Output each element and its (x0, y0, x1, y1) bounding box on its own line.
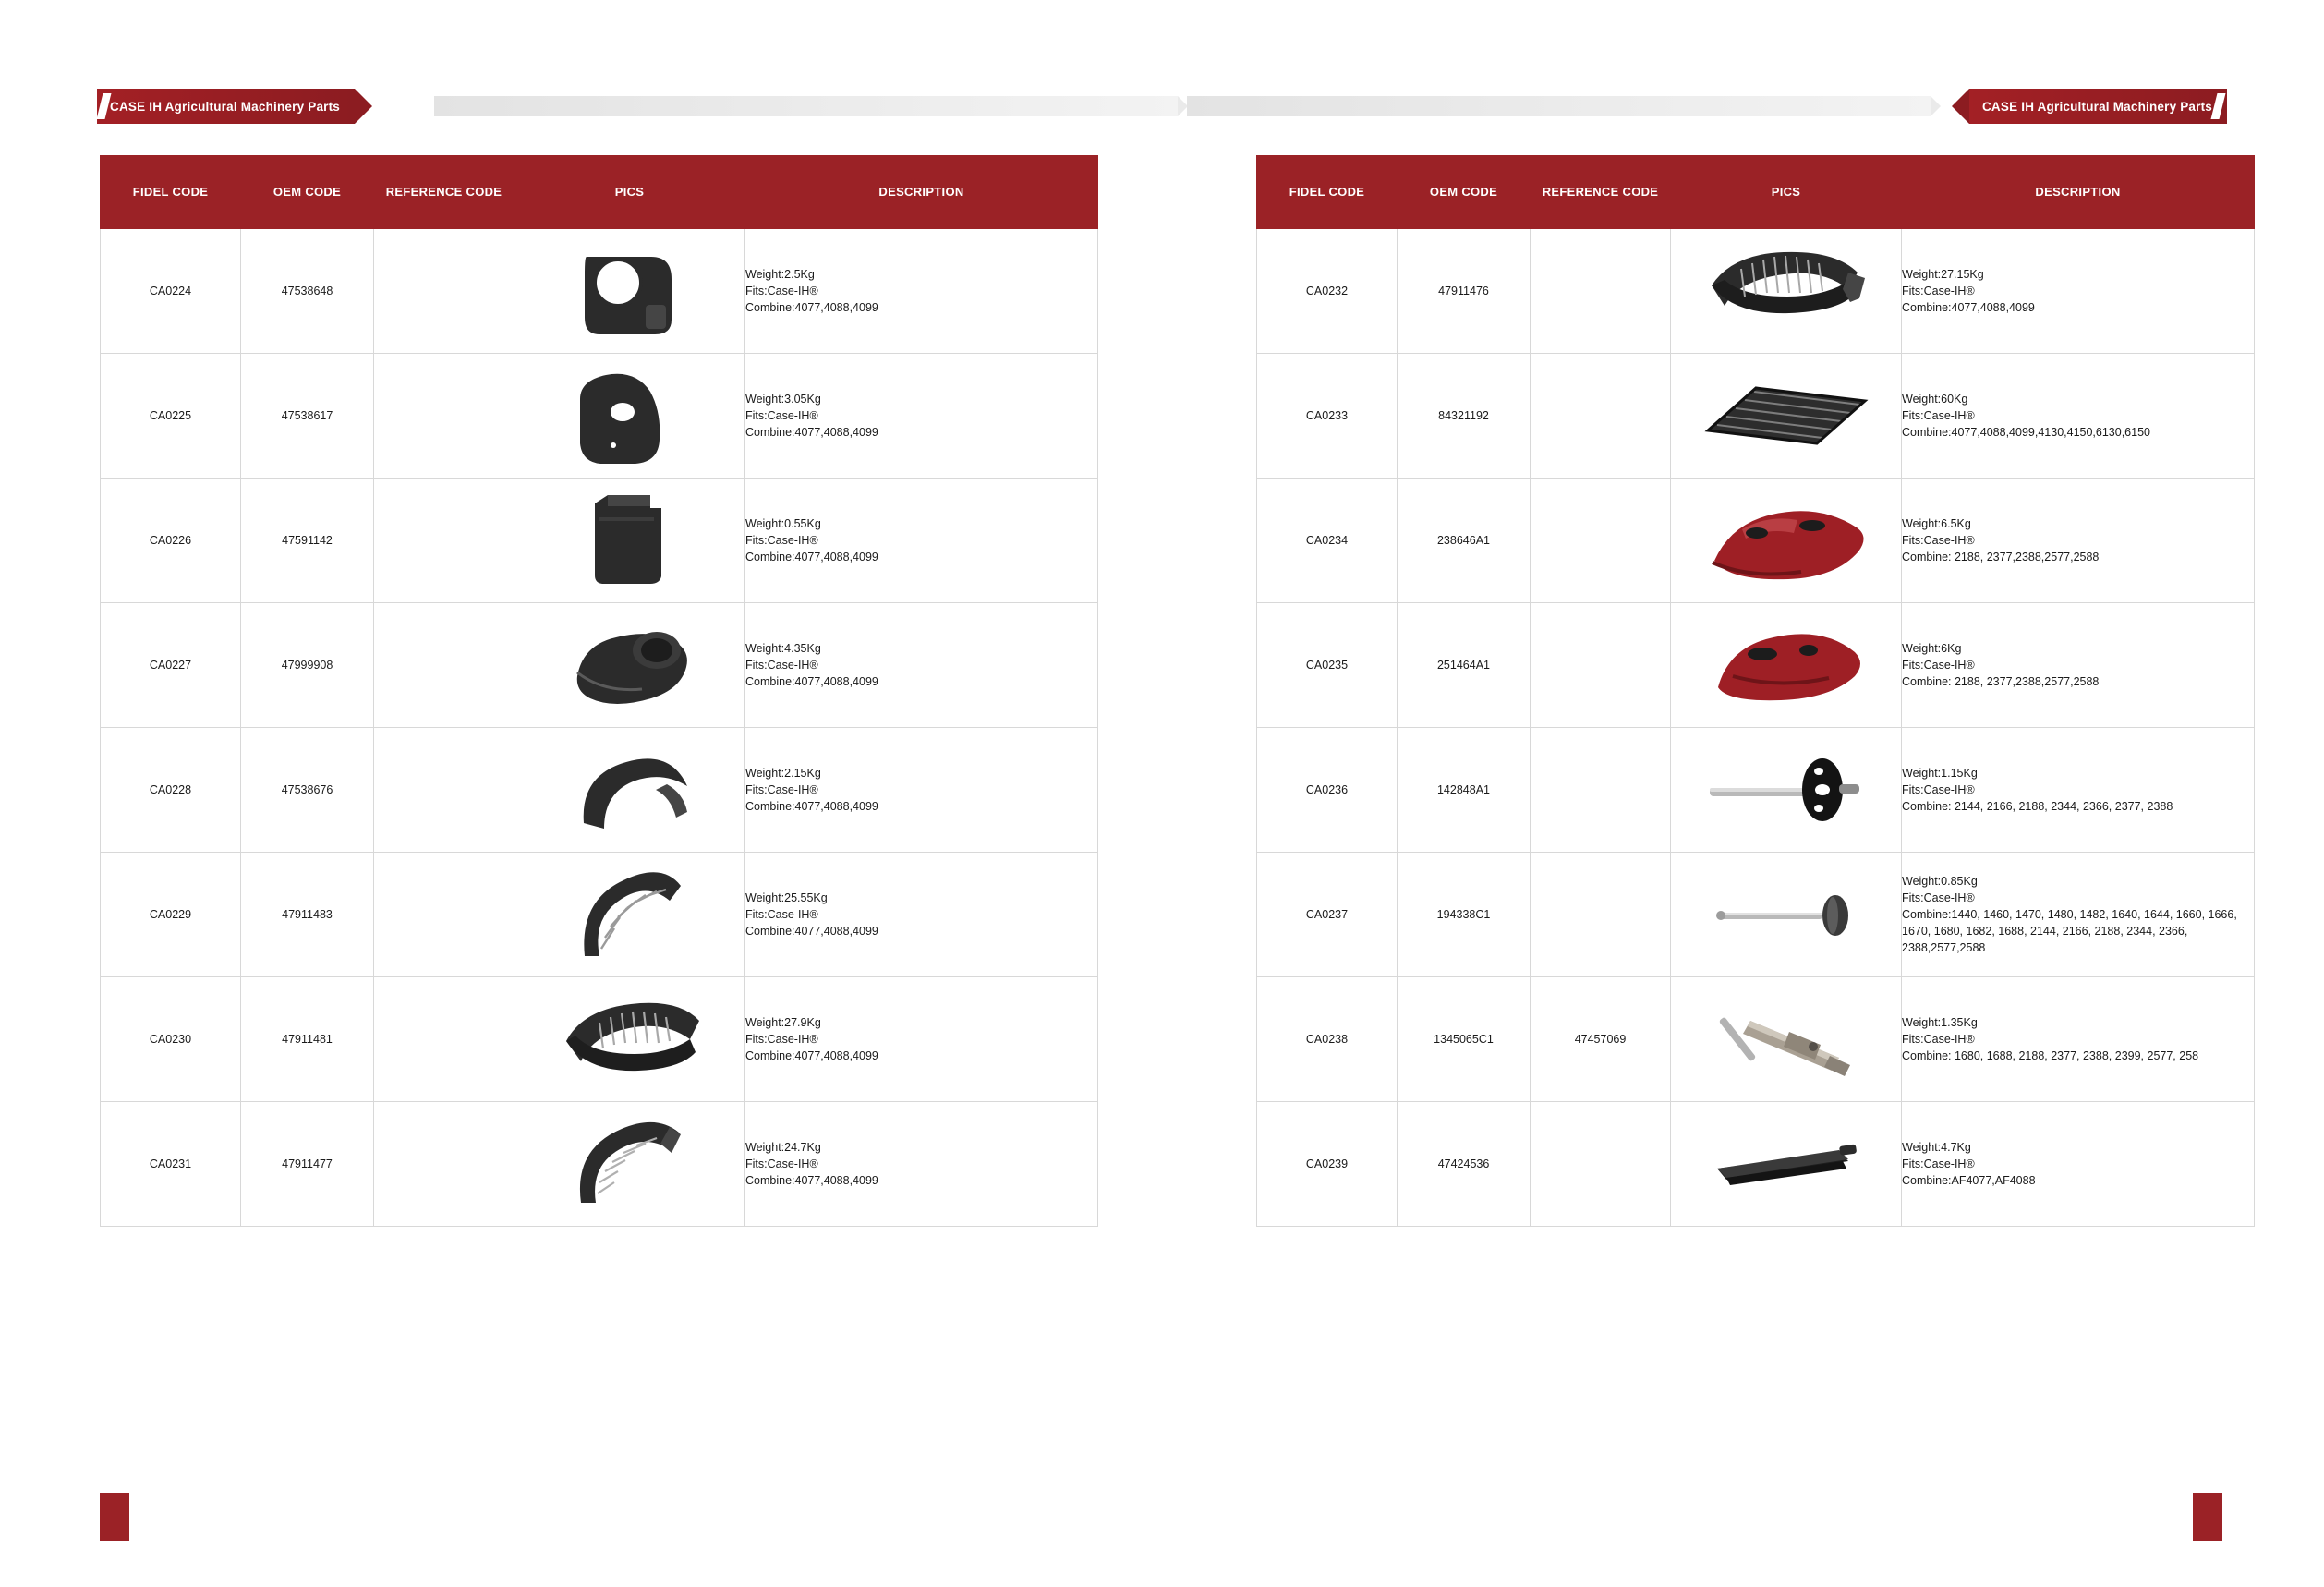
sieve-panel-rectangular-icon (1671, 360, 1901, 471)
table-header-row (101, 156, 1098, 229)
left-page-column (100, 155, 1098, 1227)
header-title-left: CASE IH Agricultural Machinery Parts (110, 99, 341, 114)
col-reference-code: REFERENCE CODE (374, 156, 514, 229)
col-oem-code: OEM CODE (241, 156, 374, 229)
col-description: DESCRIPTION (745, 156, 1098, 229)
cell-reference-code (374, 1102, 514, 1227)
cell-pic (514, 603, 745, 728)
cell-fidel-code: CA0238 (1257, 977, 1398, 1102)
cell-reference-code: 47457069 (1531, 977, 1671, 1102)
cell-pic (514, 354, 745, 479)
table-row (101, 728, 1098, 853)
cell-description: Weight:1.15Kg Fits:Case-IH® Combine: 2144, 2166, 2188, 2344, 2366, 2377, 2388 (1902, 728, 2255, 853)
cell-oem-code: 47999908 (241, 603, 374, 728)
cell-reference-code (1531, 853, 1671, 977)
table-row (1257, 229, 2255, 354)
cell-pic (514, 229, 745, 354)
cell-pic (514, 1102, 745, 1227)
red-curved-cover-a-icon (1671, 485, 1901, 596)
cell-oem-code: 47911483 (241, 853, 374, 977)
cell-description: Weight:3.05Kg Fits:Case-IH® Combine:4077,4088,4099 (745, 354, 1098, 479)
cell-pic (1671, 853, 1902, 977)
cell-fidel-code: CA0237 (1257, 853, 1398, 977)
cell-fidel-code: CA0239 (1257, 1102, 1398, 1227)
cell-reference-code (374, 603, 514, 728)
parts-table-left-body (101, 229, 1098, 1227)
cell-oem-code: 47424536 (1398, 1102, 1531, 1227)
cell-reference-code (1531, 1102, 1671, 1227)
cell-fidel-code: CA0234 (1257, 479, 1398, 603)
cell-fidel-code: CA0233 (1257, 354, 1398, 479)
footer-mark-right (2193, 1493, 2222, 1541)
footer-mark-left (100, 1493, 129, 1541)
cell-description: Weight:24.7Kg Fits:Case-IH® Combine:4077,4088,4099 (745, 1102, 1098, 1227)
table-row (1257, 728, 2255, 853)
header-grey-band-right (1187, 96, 1931, 116)
cell-reference-code (374, 728, 514, 853)
cell-pic (1671, 229, 1902, 354)
table-header-row (1257, 156, 2255, 229)
cell-description: Weight:0.85Kg Fits:Case-IH® Combine:1440, 1460, 1470, 1480, 1482, 1640, 1644, 1660, 1666, 1670, 1680, 1682, 1688, 2144, 2166, 2188, 2344, 2366, 2388,2577,2588 (1902, 853, 2255, 977)
rounded-plate-with-hole-icon (514, 360, 744, 471)
cell-oem-code: 84321192 (1398, 354, 1531, 479)
col-fidel-code: FIDEL CODE (1257, 156, 1398, 229)
cell-description: Weight:2.5Kg Fits:Case-IH® Combine:4077,4088,4099 (745, 229, 1098, 354)
cell-reference-code (1531, 728, 1671, 853)
cell-pic (514, 479, 745, 603)
cell-oem-code: 47911481 (241, 977, 374, 1102)
cell-pic (1671, 354, 1902, 479)
table-row (1257, 977, 2255, 1102)
cell-oem-code: 194338C1 (1398, 853, 1531, 977)
cell-pic (1671, 479, 1902, 603)
col-pics: PICS (1671, 156, 1902, 229)
cell-description: Weight:6Kg Fits:Case-IH® Combine: 2188, 2377,2388,2577,2588 (1902, 603, 2255, 728)
cell-description: Weight:25.55Kg Fits:Case-IH® Combine:4077,4088,4099 (745, 853, 1098, 977)
page-header (0, 89, 2324, 126)
cell-description: Weight:27.15Kg Fits:Case-IH® Combine:4077,4088,4099 (1902, 229, 2255, 354)
table-row (1257, 479, 2255, 603)
cell-fidel-code: CA0229 (101, 853, 241, 977)
parts-table-right-body (1257, 229, 2255, 1227)
cell-reference-code (374, 853, 514, 977)
cell-description: Weight:4.7Kg Fits:Case-IH® Combine:AF4077,AF4088 (1902, 1102, 2255, 1227)
cell-reference-code (1531, 603, 1671, 728)
shaft-with-disc-icon (1671, 734, 1901, 845)
col-fidel-code: FIDEL CODE (101, 156, 241, 229)
header-title-right: CASE IH Agricultural Machinery Parts (1981, 99, 2212, 114)
curved-shield-small-icon (514, 734, 744, 845)
flat-panel-bracket-icon (514, 485, 744, 596)
col-description: DESCRIPTION (1902, 156, 2255, 229)
cell-description: Weight:1.35Kg Fits:Case-IH® Combine: 1680, 1688, 2188, 2377, 2388, 2399, 2577, 258 (1902, 977, 2255, 1102)
cell-description: Weight:27.9Kg Fits:Case-IH® Combine:4077,4088,4099 (745, 977, 1098, 1102)
table-row (1257, 853, 2255, 977)
cell-oem-code: 47538617 (241, 354, 374, 479)
header-tab-right (1969, 89, 2227, 124)
parts-table-right (1256, 155, 2255, 1227)
col-reference-code: REFERENCE CODE (1531, 156, 1671, 229)
t-shaped-lever-arm-icon (1671, 984, 1901, 1095)
table-row (101, 853, 1098, 977)
ribbed-concave-wing-icon (514, 1108, 744, 1219)
cell-oem-code: 47591142 (241, 479, 374, 603)
cell-reference-code (374, 479, 514, 603)
cell-oem-code: 47538676 (241, 728, 374, 853)
ribbed-curved-grate-icon (514, 859, 744, 970)
cell-reference-code (1531, 229, 1671, 354)
cell-pic (1671, 1102, 1902, 1227)
cell-reference-code (1531, 479, 1671, 603)
col-oem-code: OEM CODE (1398, 156, 1531, 229)
table-row (1257, 1102, 2255, 1227)
cell-pic (514, 728, 745, 853)
cell-pic (1671, 603, 1902, 728)
parts-table-left (100, 155, 1098, 1227)
cell-oem-code: 47538648 (241, 229, 374, 354)
bracket-plate-with-ring-icon (514, 236, 744, 346)
cell-pic (1671, 977, 1902, 1102)
cell-reference-code (374, 229, 514, 354)
cell-fidel-code: CA0227 (101, 603, 241, 728)
cell-pic (1671, 728, 1902, 853)
cell-description: Weight:60Kg Fits:Case-IH® Combine:4077,4088,4099,4130,4150,6130,6150 (1902, 354, 2255, 479)
cell-fidel-code: CA0235 (1257, 603, 1398, 728)
cell-description: Weight:6.5Kg Fits:Case-IH® Combine: 2188, 2377,2388,2577,2588 (1902, 479, 2255, 603)
cell-reference-code (1531, 354, 1671, 479)
cell-pic (514, 853, 745, 977)
cell-oem-code: 47911476 (1398, 229, 1531, 354)
cell-reference-code (374, 354, 514, 479)
cell-description: Weight:2.15Kg Fits:Case-IH® Combine:4077,4088,4099 (745, 728, 1098, 853)
cell-pic (514, 977, 745, 1102)
header-grey-band-left (434, 96, 1178, 116)
angled-rail-bar-icon (1671, 1108, 1901, 1219)
red-curved-cover-b-icon (1671, 610, 1901, 721)
cell-fidel-code: CA0231 (101, 1102, 241, 1227)
cell-oem-code: 142848A1 (1398, 728, 1531, 853)
shaft-with-small-disc-icon (1671, 859, 1901, 970)
cell-description: Weight:0.55Kg Fits:Case-IH® Combine:4077,4088,4099 (745, 479, 1098, 603)
cell-reference-code (374, 977, 514, 1102)
cell-oem-code: 47911477 (241, 1102, 374, 1227)
cell-oem-code: 1345065C1 (1398, 977, 1531, 1102)
col-pics: PICS (514, 156, 745, 229)
table-row (101, 603, 1098, 728)
cell-fidel-code: CA0226 (101, 479, 241, 603)
cell-description: Weight:4.35Kg Fits:Case-IH® Combine:4077,4088,4099 (745, 603, 1098, 728)
cell-oem-code: 238646A1 (1398, 479, 1531, 603)
ribbed-concave-section-icon (514, 984, 744, 1095)
cell-fidel-code: CA0228 (101, 728, 241, 853)
table-row (101, 1102, 1098, 1227)
table-row (1257, 603, 2255, 728)
cell-oem-code: 251464A1 (1398, 603, 1531, 728)
ribbed-concave-long-icon (1671, 236, 1901, 346)
table-row (101, 479, 1098, 603)
cell-fidel-code: CA0230 (101, 977, 241, 1102)
table-row (1257, 354, 2255, 479)
cell-fidel-code: CA0236 (1257, 728, 1398, 853)
table-row (101, 229, 1098, 354)
right-page-column (1256, 155, 2255, 1227)
table-row (101, 977, 1098, 1102)
curved-duct-section-icon (514, 610, 744, 721)
table-row (101, 354, 1098, 479)
cell-fidel-code: CA0225 (101, 354, 241, 479)
cell-fidel-code: CA0224 (101, 229, 241, 354)
header-tab-left (97, 89, 355, 124)
cell-fidel-code: CA0232 (1257, 229, 1398, 354)
